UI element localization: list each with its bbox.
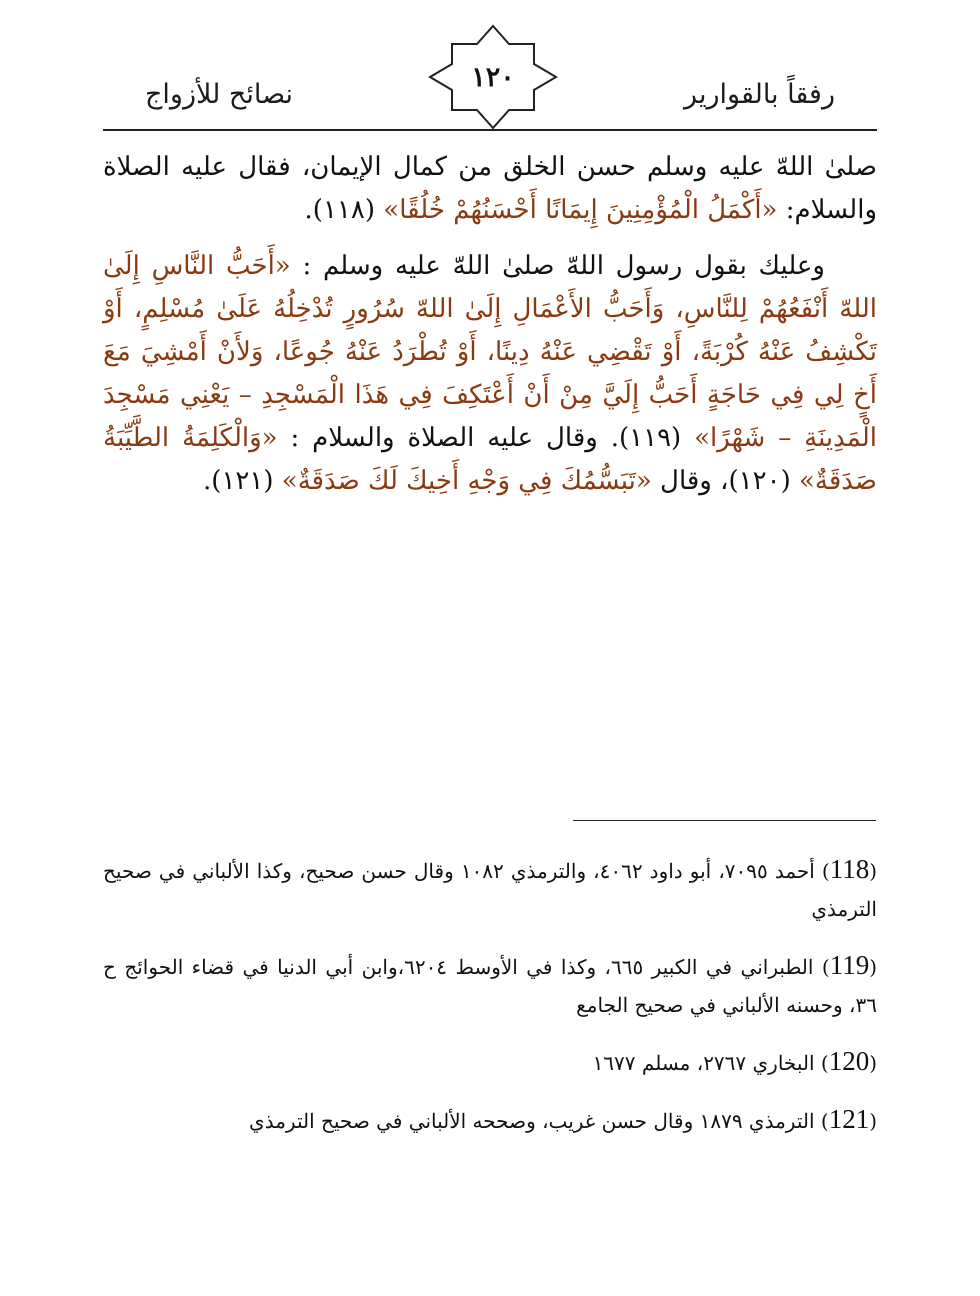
footnote-marker: ( xyxy=(869,1051,877,1075)
footnote-121 xyxy=(103,1100,877,1140)
footnote-number: 121 xyxy=(828,1104,870,1134)
paragraph-1 xyxy=(103,146,877,232)
paragraph-2-ref-2: (١٢٠)، وقال xyxy=(651,466,799,496)
footnote-marker: ) xyxy=(813,955,830,979)
footnote-marker: ) xyxy=(814,859,830,883)
paragraph-2-ref-3: (١٢١). xyxy=(203,466,282,496)
footnote-number: 119 xyxy=(829,950,870,980)
footnote-120 xyxy=(103,1042,877,1082)
chapter-title: نصائح للأزواج xyxy=(145,79,294,110)
page-number-badge xyxy=(428,24,558,130)
footnote-marker: ) xyxy=(814,1109,829,1133)
hadith-quote-121: «تَبَسُّمُكَ فِي وَجْهِ أَخِيكَ لَكَ صَدَقَةٌ» xyxy=(281,466,652,496)
footnote-marker: ( xyxy=(869,859,878,883)
footnote-119 xyxy=(103,946,877,1024)
footnote-text: البخاري ٢٧٦٧، مسلم ١٦٧٧ xyxy=(592,1051,815,1075)
footnote-number: 120 xyxy=(828,1046,870,1076)
paragraph-2-intro: وعليك بقول رسول اللهّ صلىٰ اللهّ عليه وسلم : xyxy=(290,251,825,281)
header-rule xyxy=(103,129,877,131)
page-number: ١٢٠ xyxy=(471,61,515,93)
footnote-number: 118 xyxy=(829,854,870,884)
footnote-separator xyxy=(573,820,876,821)
book-title: رفقاً بالقوارير xyxy=(684,79,835,110)
paragraph-1-ref: (١١٨). xyxy=(304,195,384,225)
footnote-marker: ( xyxy=(869,955,878,979)
hadith-quote-119: «أَحَبُّ النَّاسِ إِلَىٰ اللهّ أَنْفَعُهُمْ لِلنَّاسِ، وَأَحَبُّ الأَعْمَالِ إِلَىٰ اللهّ سُرُورٍ تُدْخِلُهُ عَلَىٰ مُسْلِمٍ، أَوْ تَكْشِفُ عَنْهُ كُرْبَةً، أَوْ تَقْضِي عَنْهُ دِينًا، أَوْ تُطْرَدُ عَنْهُ جُوعًا، وَلأَنْ أَمْشِيَ مَعَ أَخٍ لِي فِي حَاجَةٍ أَحَبُّ إِلَيَّ مِنْ أَنْ أَعْتَكِفَ فِي هَذَا الْمَسْجِدِ – يَعْنِي مَسْجِدَ الْمَدِينَةِ – شَهْرًا» xyxy=(103,251,877,453)
paragraph-2 xyxy=(103,245,877,503)
paragraph-1-text: صلىٰ اللهّ عليه وسلم حسن الخلق من كمال الإيمان، فقال عليه الصلاة والسلام: xyxy=(103,152,877,225)
footnote-text: الطبراني في الكبير ٦٦٥، وكذا في الأوسط ٦٢٠٤،وابن أبي الدنيا في قضاء الحوائج ح ٣٦، وحسنه الألباني في صحيح الجامع xyxy=(103,955,877,1017)
hadith-quote-118: «أَكْمَلُ الْمُؤْمِنِينَ إِيمَانًا أَحْسَنُهُمْ خُلُقًا» xyxy=(383,195,778,225)
paragraph-2-ref-1: (١١٩). وقال عليه الصلاة والسلام : xyxy=(277,423,695,453)
footnote-text: أحمد ٧٠٩٥، أبو داود ٤٠٦٢، والترمذي ١٠٨٢ وقال حسن صحيح، وكذا الألباني في صحيح الترمذي xyxy=(103,859,877,921)
main-text xyxy=(103,146,877,516)
footnote-text: الترمذي ١٨٧٩ وقال حسن غريب، وصححه الألباني في صحيح الترمذي xyxy=(249,1109,815,1133)
footnotes xyxy=(103,850,877,1158)
footnote-118 xyxy=(103,850,877,928)
footnote-marker: ( xyxy=(869,1109,877,1133)
hadith-quote-120: «وَالْكَلِمَةُ الطَّيِّبَةُ صَدَقَةٌ» xyxy=(103,423,877,496)
footnote-marker: ) xyxy=(814,1051,829,1075)
